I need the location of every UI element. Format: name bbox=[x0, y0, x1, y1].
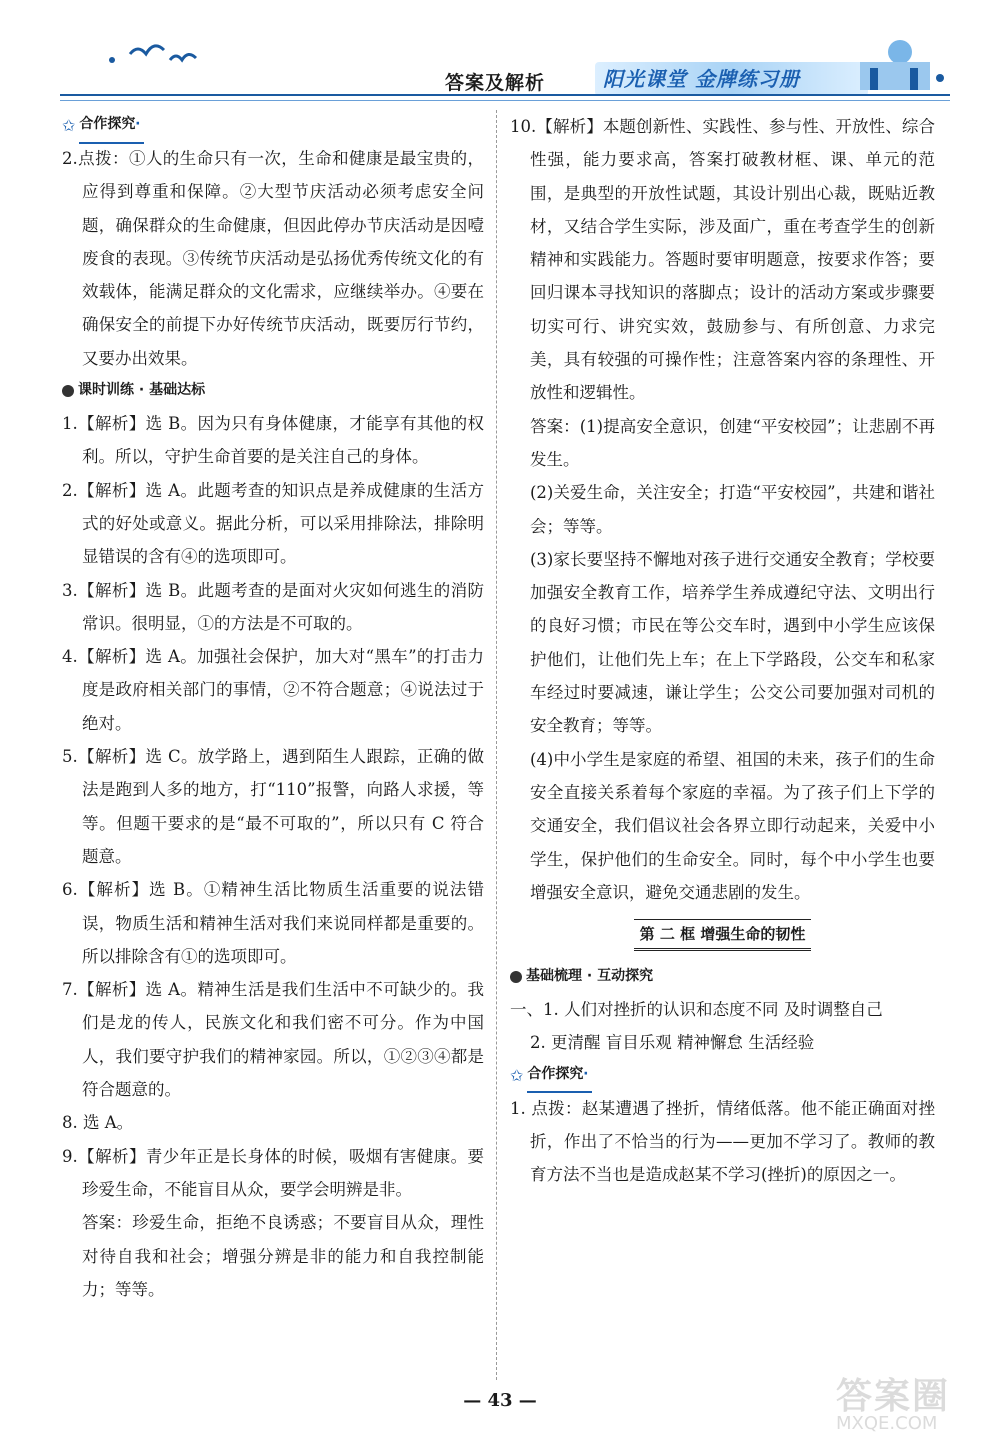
section-heading-cooperate: ✩ 合作探究 ‧ bbox=[510, 1060, 935, 1092]
answer-item-10: 10.【解析】本题创新性、实践性、参与性、开放性、综合性强，能力要求高，答案打破教材框、课、单元的范围，是典型的开放性试题，其设计别出心裁，既贴近教材，又结合学生实际，涉及面广，重在考查学生的创新精神和实践能力。答题时要审明题意，按要求作答；要回归课本寻找知识的落脚点；设计的活动方案或步骤要切实可行、讲究实效，鼓励参与、有所创意、力求完美，具有较强的可操作性；注意答案内容的条理性、开放性和逻辑性。 bbox=[510, 117, 935, 403]
page-header bbox=[50, 38, 950, 108]
watermark-logo: 答案圈 MXQE.COM bbox=[836, 1376, 951, 1434]
right-column bbox=[510, 110, 935, 1192]
answer-item-2: 2.【解析】选 A。此题考查的知识点是养成健康的生活方式的好处或意义。据此分析，可以采用排除法，排除明显错误的含有④的选项即可。 bbox=[62, 480, 484, 567]
answer-item-8: 8. 选 A。 bbox=[62, 1113, 134, 1133]
left-column bbox=[62, 110, 484, 1306]
answer-10-part-3: (3)家长要坚持不懈地对孩子进行交通安全教育；学校要加强安全教育工作，培养学生养成遵纪守法、文明出行的良好习惯；市民在等公交车时，遇到中小学生应该保护他们，让他们先上车；在上下学路段，公交车和私家车经过时要减速，谦让学生；公交公司要加强对司机的安全教育；等等。 bbox=[530, 549, 935, 736]
header-brand: 阳光课堂 金牌练习册 bbox=[595, 62, 868, 96]
header-rule bbox=[60, 94, 950, 96]
paragraph-point-2: 2.点拨：①人的生命只有一次，生命和健康是最宝贵的，应得到尊重和保障。②大型节庆活动必须考虑安全问题，确保群众的生命健康，但因此停办节庆活动是因噎废食的表现。③传统节庆活动是弘扬优秀传统文化的有效载体，能满足群众的文化需求，应继续举办。④要在确保安全的前提下办好传统节庆活动，既要厉行节约，又要办出效果。 bbox=[62, 149, 484, 368]
answer-10-part-1: 答案：(1)提高安全意识，创建“平安校园”；让悲剧不再发生。 bbox=[530, 416, 935, 469]
page-number: — 43 — bbox=[463, 1390, 537, 1411]
column-divider bbox=[496, 110, 497, 1380]
header-decoration-icon bbox=[840, 38, 950, 98]
birds-icon bbox=[100, 32, 220, 72]
star-icon: ✩ bbox=[510, 1066, 524, 1086]
cooperate-item-1: 1. 点拨：赵某遭遇了挫折，情绪低落。他不能正确面对挫折，作出了不恰当的行为——更加不学习了。教师的教育方法不当也是造成赵某不学习(挫折)的原因之一。 bbox=[510, 1098, 935, 1185]
section-heading-basics: 基础梳理 · 互动探究 bbox=[510, 961, 935, 993]
answer-item-4: 4.【解析】选 A。加强社会保护，加大对“黑车”的打击力度是政府相关部门的事情，②不符合题意；④说法过于绝对。 bbox=[62, 647, 484, 733]
answer-item-7: 7.【解析】选 A。精神生活是我们生活中不可缺少的。我们是龙的传人，民族文化和我们密不可分。作为中国人，我们要守护我们的精神家园。所以，①②③④都是符合题意的。 bbox=[62, 980, 484, 1100]
answer-9-text: 答案：珍爱生命，拒绝不良诱惑；不要盲目从众，理性对待自我和社会；增强分辨是非的能力和自我控制能力；等等。 bbox=[82, 1213, 484, 1299]
answer-10-part-4: (4)中小学生是家庭的希望、祖国的未来，孩子们的生命安全直接关系着每个家庭的幸福。为了孩子们上下学的交通安全，我们倡议社会各界立即行动起来，关爱中小学生，保护他们的生命安全。同时，每个中小学生也要增强安全意识，避免交通悲剧的发生。 bbox=[530, 749, 935, 902]
basics-item-2: 2. 更清醒 盲目乐观 精神懈怠 生活经验 bbox=[530, 1033, 815, 1053]
answer-10-part-2: (2)关爱生命，关注安全；打造“平安校园”，共建和谐社会；等等。 bbox=[530, 483, 935, 536]
answer-item-9: 9.【解析】青少年正是长身体的时候，吸烟有害健康。要珍爱生命，不能盲目从众，要学会明辨是非。 bbox=[62, 1146, 484, 1199]
answer-item-1: 1.【解析】选 B。因为只有身体健康，才能享有其他的权利。所以，守护生命首要的是关注自己的身体。 bbox=[62, 414, 484, 467]
bullet-icon bbox=[510, 971, 522, 983]
subsection-title: 第 二 框 增强生命的韧性 bbox=[510, 917, 935, 951]
answer-item-6: 6.【解析】选 B。①精神生活比物质生活重要的说法错误，物质生活和精神生活对我们来说同样都是重要的。所以排除含有①的选项即可。 bbox=[62, 880, 484, 966]
section-heading-training: 课时训练 · 基础达标 bbox=[62, 375, 484, 407]
answer-item-3: 3.【解析】选 B。此题考查的是面对火灾如何逃生的消防常识。很明显，①的方法是不可取的。 bbox=[62, 580, 484, 633]
answer-item-5: 5.【解析】选 C。放学路上，遇到陌生人跟踪，正确的做法是跑到人多的地方，打“110”报警，向路人求援，等等。但题干要求的是“最不可取的”，所以只有 C 符合题意。 bbox=[62, 747, 484, 866]
header-title: 答案及解析 bbox=[445, 72, 546, 94]
star-icon: ✩ bbox=[62, 116, 76, 136]
section-heading: ✩ 合作探究 ‧ bbox=[62, 110, 484, 142]
header-rule-thin bbox=[60, 100, 950, 101]
bullet-icon bbox=[62, 385, 74, 397]
basics-item-1: 一、1. 人们对挫折的认识和态度不同 及时调整自己 bbox=[510, 1000, 883, 1020]
